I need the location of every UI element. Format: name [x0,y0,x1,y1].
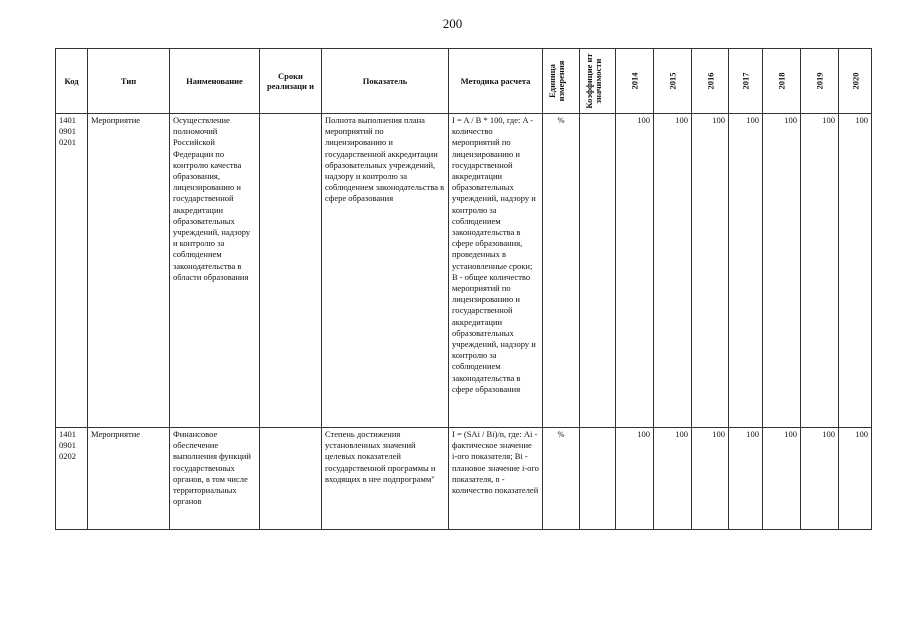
page-number: 200 [442,16,463,31]
cell-name: Осуществление полномочий Российской Федерации по контролю качества образования, лицензированию и государственной аккредитации образовательных учреждений, надзору и контролю за соблюдением законодательства в области образования [170,114,260,428]
cell-code: 1401 0901 0202 [56,428,88,530]
cell-value: 100 [654,114,692,428]
table-row [56,428,872,530]
header-coef [580,49,616,114]
header-year [729,49,763,114]
cell-type: Мероприятие [88,428,170,530]
cell-indicator: Полнота выполнения плана мероприятий по лицензированию и государственной аккредитации образовательных учреждений, надзору и контролю за соблюдением законодательства в сфере образования [322,114,449,428]
header-year-label: 2017 [740,72,751,90]
cell-value: 100 [801,428,839,530]
cell-unit: % [543,428,580,530]
cell-type: Мероприятие [88,114,170,428]
header-indicator: Показатель [322,49,449,114]
cell-unit: % [543,114,580,428]
cell-value: 100 [763,428,801,530]
header-unit [543,49,580,114]
header-terms: Сроки реализаци и [260,49,322,114]
cell-code: 1401 0901 0201 [56,114,88,428]
header-type: Тип [88,49,170,114]
program-table [55,48,872,530]
cell-value: 100 [763,114,801,428]
cell-value: 100 [729,428,763,530]
header-name: Наименование [170,49,260,114]
header-year-label: 2020 [850,72,860,90]
header-year [801,49,839,114]
cell-method: I = (SAi / Bi)/n, где: Ai - фактическое значение i-ого показателя; Bi - плановое значение i-ого показателя, n - количество показателей [449,428,543,530]
cell-terms [260,114,322,428]
header-year [839,49,872,114]
cell-value: 100 [729,114,763,428]
table-row [56,114,872,428]
header-method: Методика расчета [449,49,543,114]
cell-value: 100 [616,428,654,530]
cell-coef [580,114,616,428]
cell-method: I = A / B * 100, где: A - количество мероприятий по лицензированию и государственной аккредитации образовательных учреждений, надзору и контролю за соблюдением законодательства в сфере образования, проведенных в установленные сроки; B - общее количество мероприятий по лицензированию и государственной аккредитации образовательных учреждений, надзору и контролю за соблюдением законодательства в сфере образования [449,114,543,428]
header-year-label: 2018 [776,72,787,90]
cell-value: 100 [839,428,872,530]
cell-value: 100 [801,114,839,428]
cell-value: 100 [692,114,729,428]
cell-indicator: Степень достижения установленных значений целевых показателей государственной программы и входящих в нее подпрограмм" [322,428,449,530]
header-year [692,49,729,114]
header-year-label: 2015 [667,72,678,90]
header-year [763,49,801,114]
cell-value: 100 [654,428,692,530]
header-unit-label: Единица измерения [547,60,566,102]
header-year-label: 2019 [814,72,825,90]
header-year [616,49,654,114]
cell-name: Финансовое обеспечение выполнения функций государственных органов, в том числе территориальных органов [170,428,260,530]
cell-value: 100 [839,114,872,428]
header-row [56,49,872,114]
cell-terms [260,428,322,530]
header-year-label: 2014 [629,72,640,90]
header-year [654,49,692,114]
header-year-label: 2016 [705,72,715,90]
header-code: Код [56,49,88,114]
header-coef-label: Коэффицие нт значимости [584,53,603,109]
cell-coef [580,428,616,530]
cell-value: 100 [692,428,729,530]
cell-value: 100 [616,114,654,428]
